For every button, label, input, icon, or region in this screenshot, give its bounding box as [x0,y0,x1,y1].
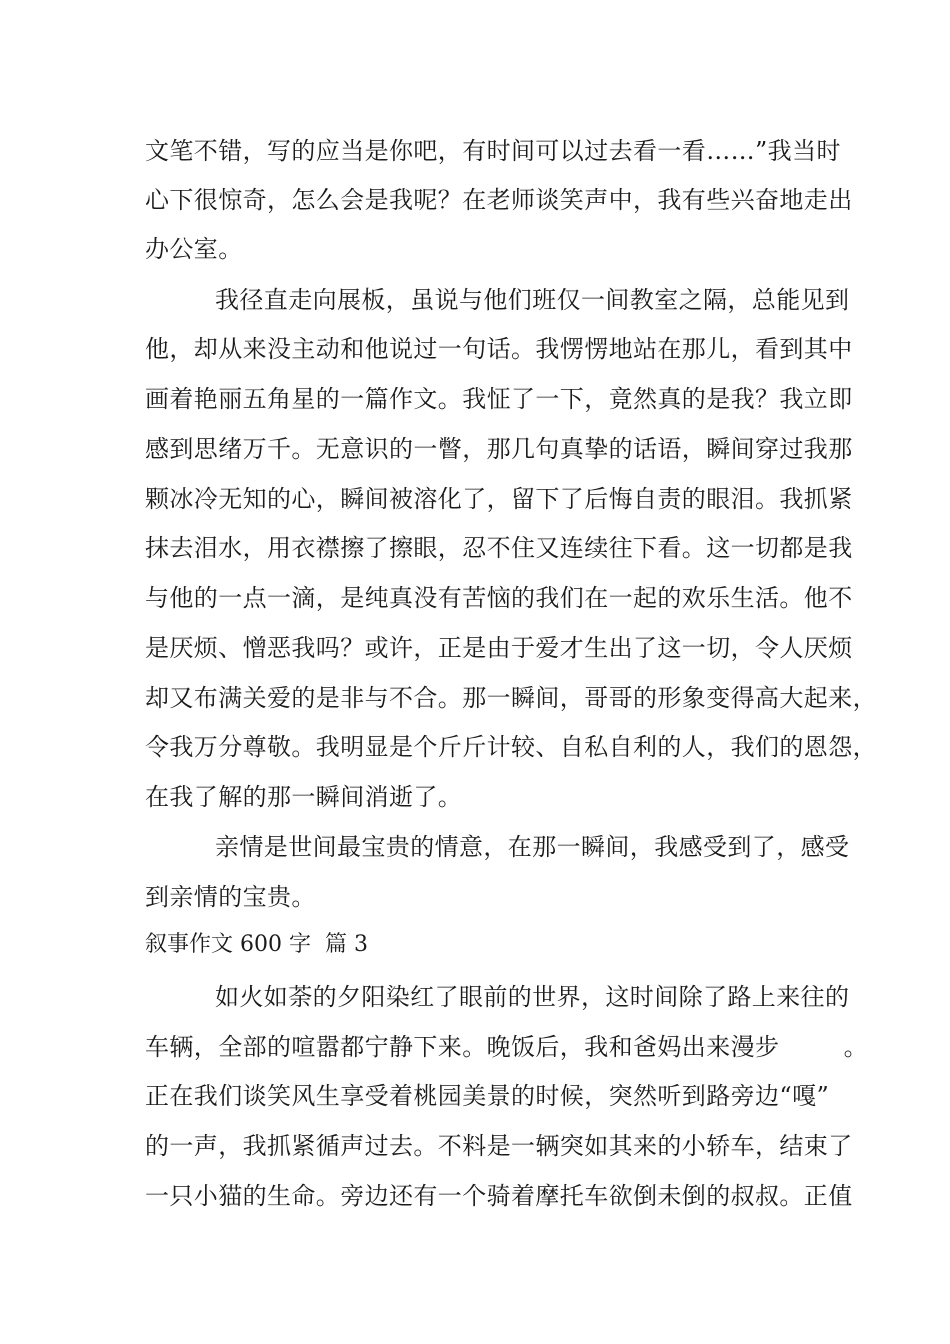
paragraph-line: 我径直走向展板，虽说与他们班仅一间教室之隔，总能见到 [215,286,850,314]
paragraph-line: 亲情是世间最宝贵的情意，在那一瞬间，我感受到了，感受 [215,833,850,861]
paragraph-line: 在我了解的那一瞬间消逝了。 [145,783,463,811]
paragraph-line: 到亲情的宝贵。 [145,883,316,911]
paragraph-line: 心下很惊奇，怎么会是我呢？在老师谈笑声中，我有些兴奋地走出 [145,186,853,214]
paragraph-line: 正在我们谈笑风生享受着桃园美景的时候，突然听到路旁边“嘎” [145,1082,830,1110]
paragraph-line: 却又布满关爱的是非与不合。那一瞬间，哥哥的形象变得高大起来， [145,684,877,712]
paragraph-line: 如火如荼的夕阳染红了眼前的世界，这时间除了路上来往的 [215,983,850,1011]
paragraph-line: 一只小猫的生命。旁边还有一个骑着摩托车欲倒未倒的叔叔。正值 [145,1182,853,1210]
paragraph-line: 的一声，我抓紧循声过去。不料是一辆突如其来的小轿车，结束了 [145,1132,853,1160]
paragraph-line: 令我万分尊敬。我明显是个斤斤计较、自私自利的人，我们的恩怨， [145,733,877,761]
paragraph-line: 与他的一点一滴，是纯真没有苦恼的我们在一起的欢乐生活。他不 [145,584,853,612]
paragraph-line: 办公室。 [145,235,243,263]
paragraph-line: 画着艳丽五角星的一篇作文。我怔了一下，竟然真的是我？我立即 [145,385,853,413]
paragraph-line: 他，却从来没主动和他说过一句话。我愣愣地站在那儿，看到其中 [145,335,853,363]
paragraph-line: 是厌烦、憎恶我吗？或许，正是由于爱才生出了这一切，令人厌烦 [145,634,853,662]
section-heading: 叙事作文 600 字 篇 3 [145,932,368,957]
paragraph-line: 颗冰冷无知的心，瞬间被溶化了，留下了后悔自责的眼泪。我抓紧 [145,485,853,513]
paragraph-line: 抹去泪水，用衣襟擦了擦眼，忍不住又连续往下看。这一切都是我 [145,534,853,562]
paragraph-line: 文笔不错，写的应当是你吧，有时间可以过去看一看……”我当时 [145,137,841,165]
paragraph-line: 感到思绪万千。无意识的一瞥，那几句真挚的话语，瞬间穿过我那 [145,435,853,463]
paragraph-line: 车辆，全部的喧嚣都宁静下来。晚饭后，我和爸妈出来漫步 。 [145,1033,869,1061]
